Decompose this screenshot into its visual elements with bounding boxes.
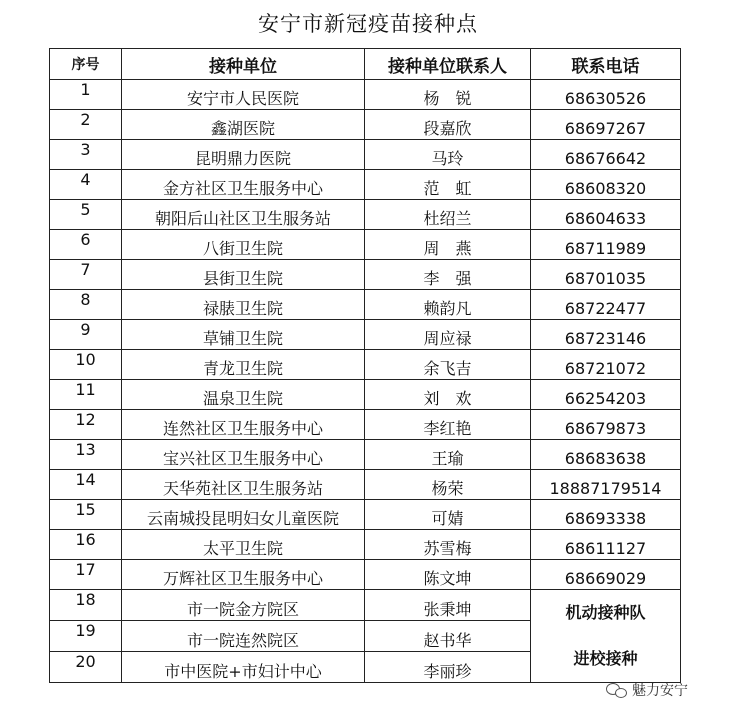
- phone-number: 68683638: [531, 440, 681, 470]
- contact-person: 杨 锐: [365, 80, 531, 110]
- row-number: 16: [50, 530, 122, 560]
- vaccination-unit: 鑫湖医院: [122, 110, 365, 140]
- row-number: 14: [50, 470, 122, 500]
- row-number: 9: [50, 320, 122, 350]
- phone-number: 66254203: [531, 380, 681, 410]
- phone-number: 68693338: [531, 500, 681, 530]
- vaccination-unit: 金方社区卫生服务中心: [122, 170, 365, 200]
- phone-number: 68608320: [531, 170, 681, 200]
- row-number: 6: [50, 230, 122, 260]
- phone-number: 68676642: [531, 140, 681, 170]
- table-row: [50, 470, 681, 500]
- contact-person: 陈文坤: [365, 560, 531, 590]
- contact-person: 刘 欢: [365, 380, 531, 410]
- header-contact: 接种单位联系人: [365, 49, 531, 80]
- phone-number: 68669029: [531, 560, 681, 590]
- row-number: 12: [50, 410, 122, 440]
- vaccination-unit: 宝兴社区卫生服务中心: [122, 440, 365, 470]
- contact-person: 范 虹: [365, 170, 531, 200]
- row-number: 13: [50, 440, 122, 470]
- phone-number: 68722477: [531, 290, 681, 320]
- row-number: 1: [50, 80, 122, 110]
- vaccination-unit: 朝阳后山社区卫生服务站: [122, 200, 365, 230]
- contact-person: 王瑜: [365, 440, 531, 470]
- table-row: [50, 380, 681, 410]
- table-row: [50, 110, 681, 140]
- vaccination-unit: 青龙卫生院: [122, 350, 365, 380]
- page-title: 安宁市新冠疫苗接种点: [258, 12, 478, 36]
- header-phone: 联系电话: [531, 49, 681, 80]
- vaccination-unit: 县街卫生院: [122, 260, 365, 290]
- phone-number: 18887179514: [531, 470, 681, 500]
- row-number: 18: [50, 590, 122, 621]
- row-number: 2: [50, 110, 122, 140]
- table-row: [50, 590, 681, 621]
- contact-person: 余飞吉: [365, 350, 531, 380]
- header-unit: 接种单位: [122, 49, 365, 80]
- contact-person: 张秉坤: [365, 590, 531, 621]
- contact-person: 李 强: [365, 260, 531, 290]
- row-number: 10: [50, 350, 122, 380]
- row-number: 3: [50, 140, 122, 170]
- phone-number: 68679873: [531, 410, 681, 440]
- contact-person: 苏雪梅: [365, 530, 531, 560]
- table-row: [50, 80, 681, 110]
- row-number: 7: [50, 260, 122, 290]
- table-row: [50, 440, 681, 470]
- table-row: [50, 350, 681, 380]
- row-number: 17: [50, 560, 122, 590]
- contact-person: 李丽珍: [365, 652, 531, 683]
- phone-number: 68701035: [531, 260, 681, 290]
- table-row: [50, 290, 681, 320]
- phone-number: 68611127: [531, 530, 681, 560]
- table-row: [50, 320, 681, 350]
- vaccination-unit: 市中医院+市妇计中心: [122, 652, 365, 683]
- mobile-team-note: [531, 590, 681, 683]
- table-row: [50, 560, 681, 590]
- vaccination-unit: 草铺卫生院: [122, 320, 365, 350]
- table-row: [50, 170, 681, 200]
- contact-person: 杜绍兰: [365, 200, 531, 230]
- vaccination-unit: 昆明鼎力医院: [122, 140, 365, 170]
- contact-person: 赖韵凡: [365, 290, 531, 320]
- contact-person: 马玲: [365, 140, 531, 170]
- header-no: 序号: [50, 49, 122, 80]
- vaccination-unit: 云南城投昆明妇女儿童医院: [122, 500, 365, 530]
- vaccination-unit: 太平卫生院: [122, 530, 365, 560]
- contact-person: 李红艳: [365, 410, 531, 440]
- table-row: [50, 140, 681, 170]
- row-number: 11: [50, 380, 122, 410]
- vaccination-unit: 天华苑社区卫生服务站: [122, 470, 365, 500]
- contact-person: 可婧: [365, 500, 531, 530]
- vaccination-unit: 八街卫生院: [122, 230, 365, 260]
- table-row: [50, 410, 681, 440]
- vaccination-unit: 市一院连然院区: [122, 621, 365, 652]
- phone-number: 68697267: [531, 110, 681, 140]
- row-number: 5: [50, 200, 122, 230]
- vaccination-unit: 温泉卫生院: [122, 380, 365, 410]
- vaccination-sites-table: [49, 48, 681, 683]
- mobile-team-line1: 机动接种队: [565, 603, 646, 622]
- vaccination-unit: 万辉社区卫生服务中心: [122, 560, 365, 590]
- vaccination-unit: 安宁市人民医院: [122, 80, 365, 110]
- vaccination-unit: 禄脿卫生院: [122, 290, 365, 320]
- wechat-icon: [606, 682, 628, 698]
- contact-person: 周应禄: [365, 320, 531, 350]
- contact-person: 周 燕: [365, 230, 531, 260]
- phone-number: 68723146: [531, 320, 681, 350]
- table-row: [50, 530, 681, 560]
- watermark: [606, 680, 688, 700]
- table-row: [50, 230, 681, 260]
- row-number: 4: [50, 170, 122, 200]
- watermark-text: 魅力安宁: [632, 683, 688, 699]
- phone-number: 68711989: [531, 230, 681, 260]
- row-number: 20: [50, 652, 122, 683]
- row-number: 15: [50, 500, 122, 530]
- phone-number: 68630526: [531, 80, 681, 110]
- mobile-team-line2: 进校接种: [573, 649, 638, 668]
- phone-number: 68604633: [531, 200, 681, 230]
- table-header-row: [50, 49, 681, 80]
- vaccination-unit: 市一院金方院区: [122, 590, 365, 621]
- table-row: [50, 500, 681, 530]
- row-number: 8: [50, 290, 122, 320]
- contact-person: 杨荣: [365, 470, 531, 500]
- table-row: [50, 200, 681, 230]
- row-number: 19: [50, 621, 122, 652]
- contact-person: 赵书华: [365, 621, 531, 652]
- contact-person: 段嘉欣: [365, 110, 531, 140]
- vaccination-unit: 连然社区卫生服务中心: [122, 410, 365, 440]
- table-row: [50, 260, 681, 290]
- phone-number: 68721072: [531, 350, 681, 380]
